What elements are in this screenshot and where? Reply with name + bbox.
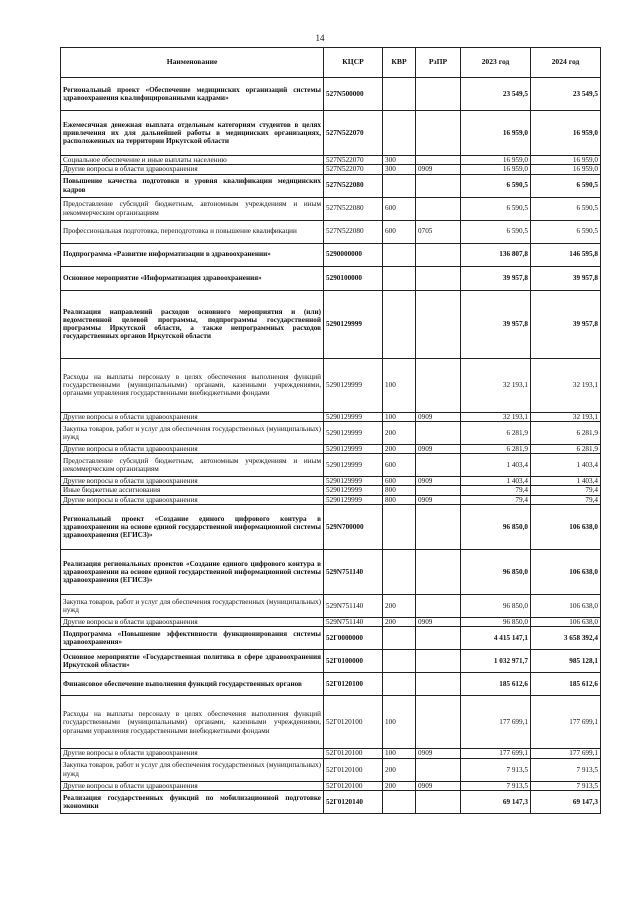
cell-rzpr <box>416 627 461 650</box>
cell-kcsr: 529N751140 <box>324 618 383 627</box>
table-row <box>61 758 601 781</box>
cell-rzpr: 0909 <box>416 618 461 627</box>
cell-2024: 39 957,8 <box>531 290 601 358</box>
cell-2024: 32 193,1 <box>531 358 601 412</box>
cell-2024: 79,4 <box>531 486 601 495</box>
cell-rzpr: 0909 <box>416 444 461 453</box>
cell-kvr: 200 <box>383 595 416 618</box>
page-number: 14 <box>315 33 325 43</box>
cell-kcsr: 52Г0120100 <box>324 696 383 749</box>
cell-name: Другие вопросы в области здравоохранения <box>61 495 324 504</box>
header-2024: 2024 год <box>531 48 601 78</box>
cell-name: Основное мероприятие «Информатизация здравоохранения» <box>61 266 324 290</box>
cell-2024: 6 590,5 <box>531 174 601 197</box>
cell-2024: 6 281,9 <box>531 444 601 453</box>
cell-name: Региональный проект «Создание единого цифрового контура в здравоохранении на основе единой государственной информационной системы здравоохранения (ЕГИСЗ)» <box>61 505 324 550</box>
cell-kcsr: 52Г0000000 <box>324 627 383 650</box>
cell-2024: 32 193,1 <box>531 412 601 421</box>
cell-rzpr <box>416 758 461 781</box>
cell-2024: 16 959,0 <box>531 111 601 156</box>
cell-2023: 6 281,9 <box>461 421 531 444</box>
cell-2023: 39 957,8 <box>461 266 531 290</box>
cell-kcsr: 5290129999 <box>324 454 383 477</box>
table-header-row <box>61 48 601 78</box>
cell-name: Другие вопросы в области здравоохранения <box>61 749 324 758</box>
cell-2023: 69 147,3 <box>461 790 531 813</box>
cell-kcsr: 52Г0120140 <box>324 790 383 813</box>
cell-kvr: 200 <box>383 444 416 453</box>
cell-rzpr: 0909 <box>416 749 461 758</box>
table-row <box>61 696 601 749</box>
cell-kcsr: 5290129999 <box>324 495 383 504</box>
cell-kvr: 300 <box>383 165 416 174</box>
cell-kvr: 100 <box>383 358 416 412</box>
cell-name: Реализация государственных функций по мобилизационной подготовке экономики <box>61 790 324 813</box>
cell-2024: 7 913,5 <box>531 758 601 781</box>
cell-2023: 79,4 <box>461 486 531 495</box>
cell-2023: 32 193,1 <box>461 358 531 412</box>
cell-rzpr <box>416 550 461 595</box>
table-row <box>61 78 601 111</box>
cell-kcsr: 527N522080 <box>324 197 383 220</box>
cell-name: Иные бюджетные ассигнования <box>61 486 324 495</box>
cell-kcsr: 5290129999 <box>324 412 383 421</box>
cell-name: Основное мероприятие «Государственная политика в сфере здравоохранения Иркутской области» <box>61 650 324 673</box>
cell-name: Другие вопросы в области здравоохранения <box>61 165 324 174</box>
cell-2024: 177 699,1 <box>531 696 601 749</box>
cell-kvr: 100 <box>383 696 416 749</box>
cell-rzpr <box>416 174 461 197</box>
cell-2024: 69 147,3 <box>531 790 601 813</box>
cell-2024: 146 595,8 <box>531 243 601 266</box>
table-row <box>61 618 601 627</box>
table-row <box>61 220 601 243</box>
cell-kvr <box>383 111 416 156</box>
cell-kcsr: 5290129999 <box>324 290 383 358</box>
cell-rzpr <box>416 197 461 220</box>
cell-2023: 1 403,4 <box>461 454 531 477</box>
cell-name: Социальное обеспечение и иные выплаты населению <box>61 156 324 165</box>
cell-2023: 96 850,0 <box>461 505 531 550</box>
cell-2024: 106 638,0 <box>531 550 601 595</box>
cell-name: Профессиональная подготовка, переподготовка и повышение квалификации <box>61 220 324 243</box>
cell-name: Закупка товаров, работ и услуг для обеспечения государственных (муниципальных) нужд <box>61 421 324 444</box>
cell-rzpr <box>416 454 461 477</box>
cell-kcsr: 52Г0120100 <box>324 758 383 781</box>
cell-2024: 16 959,0 <box>531 156 601 165</box>
table-row <box>61 111 601 156</box>
cell-name: Предоставление субсидий бюджетным, автономным учреждениям и иным некоммерческим организациям <box>61 197 324 220</box>
cell-rzpr <box>416 650 461 673</box>
cell-rzpr: 0909 <box>416 412 461 421</box>
cell-name: Другие вопросы в области здравоохранения <box>61 618 324 627</box>
cell-2023: 1 032 971,7 <box>461 650 531 673</box>
cell-2024: 985 128,1 <box>531 650 601 673</box>
cell-name: Подпрограмма «Повышение эффективности функционирования системы здравоохранения» <box>61 627 324 650</box>
cell-name: Расходы на выплаты персоналу в целях обеспечения выполнения функций государственными (муниципальными) органами, казенными учреждениями, органами управления государственными внебюджетными фондами <box>61 696 324 749</box>
cell-kvr: 800 <box>383 495 416 504</box>
cell-rzpr <box>416 243 461 266</box>
cell-kvr <box>383 550 416 595</box>
cell-kcsr: 527N522080 <box>324 174 383 197</box>
cell-rzpr: 0909 <box>416 781 461 790</box>
cell-2024: 1 403,4 <box>531 477 601 486</box>
cell-2024: 6 590,5 <box>531 220 601 243</box>
cell-kvr: 200 <box>383 421 416 444</box>
cell-rzpr <box>416 421 461 444</box>
header-2023: 2023 год <box>461 48 531 78</box>
cell-kvr <box>383 174 416 197</box>
cell-name: Ежемесячная денежная выплата отдельным категориям студентов в целях привлечения их для дальнейшей работы в медицинских организациях, расположенных на территории Иркутской области <box>61 111 324 156</box>
cell-2024: 6 281,9 <box>531 421 601 444</box>
cell-kcsr: 527N522070 <box>324 165 383 174</box>
cell-kcsr: 527N500000 <box>324 78 383 111</box>
table-row <box>61 781 601 790</box>
cell-2023: 177 699,1 <box>461 749 531 758</box>
cell-kvr: 100 <box>383 749 416 758</box>
cell-rzpr <box>416 78 461 111</box>
cell-kcsr: 529N751140 <box>324 595 383 618</box>
cell-rzpr <box>416 486 461 495</box>
cell-kvr: 100 <box>383 412 416 421</box>
cell-2024: 185 612,6 <box>531 673 601 696</box>
cell-2024: 3 658 392,4 <box>531 627 601 650</box>
cell-kcsr: 5290129999 <box>324 358 383 412</box>
cell-kvr: 600 <box>383 477 416 486</box>
table-row <box>61 444 601 453</box>
cell-name: Другие вопросы в области здравоохранения <box>61 781 324 790</box>
table-row <box>61 595 601 618</box>
cell-kvr <box>383 673 416 696</box>
cell-kcsr: 529N700000 <box>324 505 383 550</box>
cell-rzpr <box>416 696 461 749</box>
cell-rzpr <box>416 290 461 358</box>
cell-2024: 6 590,5 <box>531 197 601 220</box>
cell-kvr <box>383 243 416 266</box>
table-row <box>61 505 601 550</box>
cell-name: Другие вопросы в области здравоохранения <box>61 412 324 421</box>
cell-rzpr: 0909 <box>416 495 461 504</box>
cell-kcsr: 527N522070 <box>324 156 383 165</box>
cell-kvr: 600 <box>383 197 416 220</box>
table-row <box>61 266 601 290</box>
table-row <box>61 486 601 495</box>
cell-kvr: 600 <box>383 454 416 477</box>
table-row <box>61 174 601 197</box>
cell-kcsr: 5290100000 <box>324 266 383 290</box>
cell-2023: 16 959,0 <box>461 156 531 165</box>
cell-name: Предоставление субсидий бюджетным, автономным учреждениям и иным некоммерческим организациям <box>61 454 324 477</box>
cell-2024: 16 959,0 <box>531 165 601 174</box>
cell-name: Расходы на выплаты персоналу в целях обеспечения выполнения функций государственными (муниципальными) органами, казенными учреждениями, органами управления государственными внебюджетными фондами <box>61 358 324 412</box>
cell-kvr <box>383 650 416 673</box>
cell-2023: 16 959,0 <box>461 111 531 156</box>
cell-2023: 23 549,5 <box>461 78 531 111</box>
table-row <box>61 358 601 412</box>
cell-rzpr <box>416 595 461 618</box>
cell-2023: 96 850,0 <box>461 618 531 627</box>
cell-kvr <box>383 290 416 358</box>
cell-kvr: 600 <box>383 220 416 243</box>
cell-kvr <box>383 78 416 111</box>
cell-2023: 6 590,5 <box>461 220 531 243</box>
table-row <box>61 749 601 758</box>
cell-rzpr <box>416 673 461 696</box>
cell-rzpr <box>416 790 461 813</box>
cell-name: Подпрограмма «Развитие информатизации в здравоохранении» <box>61 243 324 266</box>
header-kcsr: КЦСР <box>324 48 383 78</box>
cell-name: Региональный проект «Обеспечение медицинских организаций системы здравоохранения квалифицированными кадрами» <box>61 78 324 111</box>
cell-kcsr: 529N751140 <box>324 550 383 595</box>
cell-kvr <box>383 505 416 550</box>
table-row <box>61 156 601 165</box>
cell-name: Реализация региональных проектов «Создание единого цифрового контура в здравоохранении на основе единой государственной информационной системы здравоохранения (ЕГИСЗ)» <box>61 550 324 595</box>
cell-name: Реализация направлений расходов основного мероприятия и (или) ведомственной целевой программы, подпрограммы государственной программы Иркутской области, а также непрограммных расходов государственных органов Иркутской области <box>61 290 324 358</box>
cell-2024: 1 403,4 <box>531 454 601 477</box>
cell-2023: 39 957,8 <box>461 290 531 358</box>
table-row <box>61 650 601 673</box>
cell-name: Закупка товаров, работ и услуг для обеспечения государственных (муниципальных) нужд <box>61 595 324 618</box>
table-row <box>61 290 601 358</box>
cell-2023: 7 913,5 <box>461 758 531 781</box>
cell-2024: 23 549,5 <box>531 78 601 111</box>
cell-2023: 1 403,4 <box>461 477 531 486</box>
table-row <box>61 412 601 421</box>
cell-kvr <box>383 266 416 290</box>
cell-rzpr: 0909 <box>416 477 461 486</box>
cell-kvr: 200 <box>383 781 416 790</box>
table-row <box>61 454 601 477</box>
cell-2023: 96 850,0 <box>461 550 531 595</box>
header-name: Наименование <box>61 48 324 78</box>
cell-2023: 79,4 <box>461 495 531 504</box>
cell-2023: 16 959,0 <box>461 165 531 174</box>
cell-2023: 6 281,9 <box>461 444 531 453</box>
cell-2023: 185 612,6 <box>461 673 531 696</box>
cell-kcsr: 52Г0120100 <box>324 781 383 790</box>
cell-2023: 136 807,8 <box>461 243 531 266</box>
cell-2023: 6 590,5 <box>461 197 531 220</box>
cell-kcsr: 527N522070 <box>324 111 383 156</box>
table-row <box>61 627 601 650</box>
cell-kcsr: 52Г0120100 <box>324 673 383 696</box>
cell-kcsr: 5290000000 <box>324 243 383 266</box>
cell-2024: 79,4 <box>531 495 601 504</box>
table-row <box>61 673 601 696</box>
cell-2024: 106 638,0 <box>531 595 601 618</box>
cell-rzpr: 0909 <box>416 165 461 174</box>
table-row <box>61 197 601 220</box>
table-row <box>61 165 601 174</box>
cell-2023: 32 193,1 <box>461 412 531 421</box>
cell-2024: 177 699,1 <box>531 749 601 758</box>
table-row <box>61 550 601 595</box>
cell-rzpr <box>416 358 461 412</box>
cell-2024: 106 638,0 <box>531 505 601 550</box>
cell-2024: 39 957,8 <box>531 266 601 290</box>
cell-kvr: 300 <box>383 156 416 165</box>
budget-table <box>60 47 601 814</box>
cell-2023: 177 699,1 <box>461 696 531 749</box>
table-row <box>61 243 601 266</box>
cell-name: Закупка товаров, работ и услуг для обеспечения государственных (муниципальных) нужд <box>61 758 324 781</box>
cell-rzpr: 0705 <box>416 220 461 243</box>
cell-rzpr <box>416 111 461 156</box>
cell-2023: 7 913,5 <box>461 781 531 790</box>
cell-2024: 106 638,0 <box>531 618 601 627</box>
header-rzpr: РзПР <box>416 48 461 78</box>
cell-2023: 6 590,5 <box>461 174 531 197</box>
cell-kvr <box>383 790 416 813</box>
cell-kcsr: 52Г0120100 <box>324 749 383 758</box>
cell-kvr: 200 <box>383 758 416 781</box>
table-row <box>61 790 601 813</box>
cell-kcsr: 527N522080 <box>324 220 383 243</box>
cell-kcsr: 52Г0100000 <box>324 650 383 673</box>
cell-kcsr: 5290129999 <box>324 421 383 444</box>
cell-name: Другие вопросы в области здравоохранения <box>61 477 324 486</box>
table-row <box>61 495 601 504</box>
cell-kvr: 800 <box>383 486 416 495</box>
cell-rzpr <box>416 266 461 290</box>
table-row <box>61 421 601 444</box>
cell-name: Финансовое обеспечение выполнения функций государственных органов <box>61 673 324 696</box>
header-kvr: КВР <box>383 48 416 78</box>
cell-kvr: 200 <box>383 618 416 627</box>
cell-kcsr: 5290129999 <box>324 486 383 495</box>
cell-rzpr <box>416 505 461 550</box>
cell-kcsr: 5290129999 <box>324 477 383 486</box>
cell-kcsr: 5290129999 <box>324 444 383 453</box>
cell-2023: 96 850,0 <box>461 595 531 618</box>
cell-kvr <box>383 627 416 650</box>
cell-name: Другие вопросы в области здравоохранения <box>61 444 324 453</box>
cell-rzpr <box>416 156 461 165</box>
table-row <box>61 477 601 486</box>
cell-2023: 4 415 147,1 <box>461 627 531 650</box>
cell-name: Повышение качества подготовки и уровня квалификации медицинских кадров <box>61 174 324 197</box>
cell-2024: 7 913,5 <box>531 781 601 790</box>
